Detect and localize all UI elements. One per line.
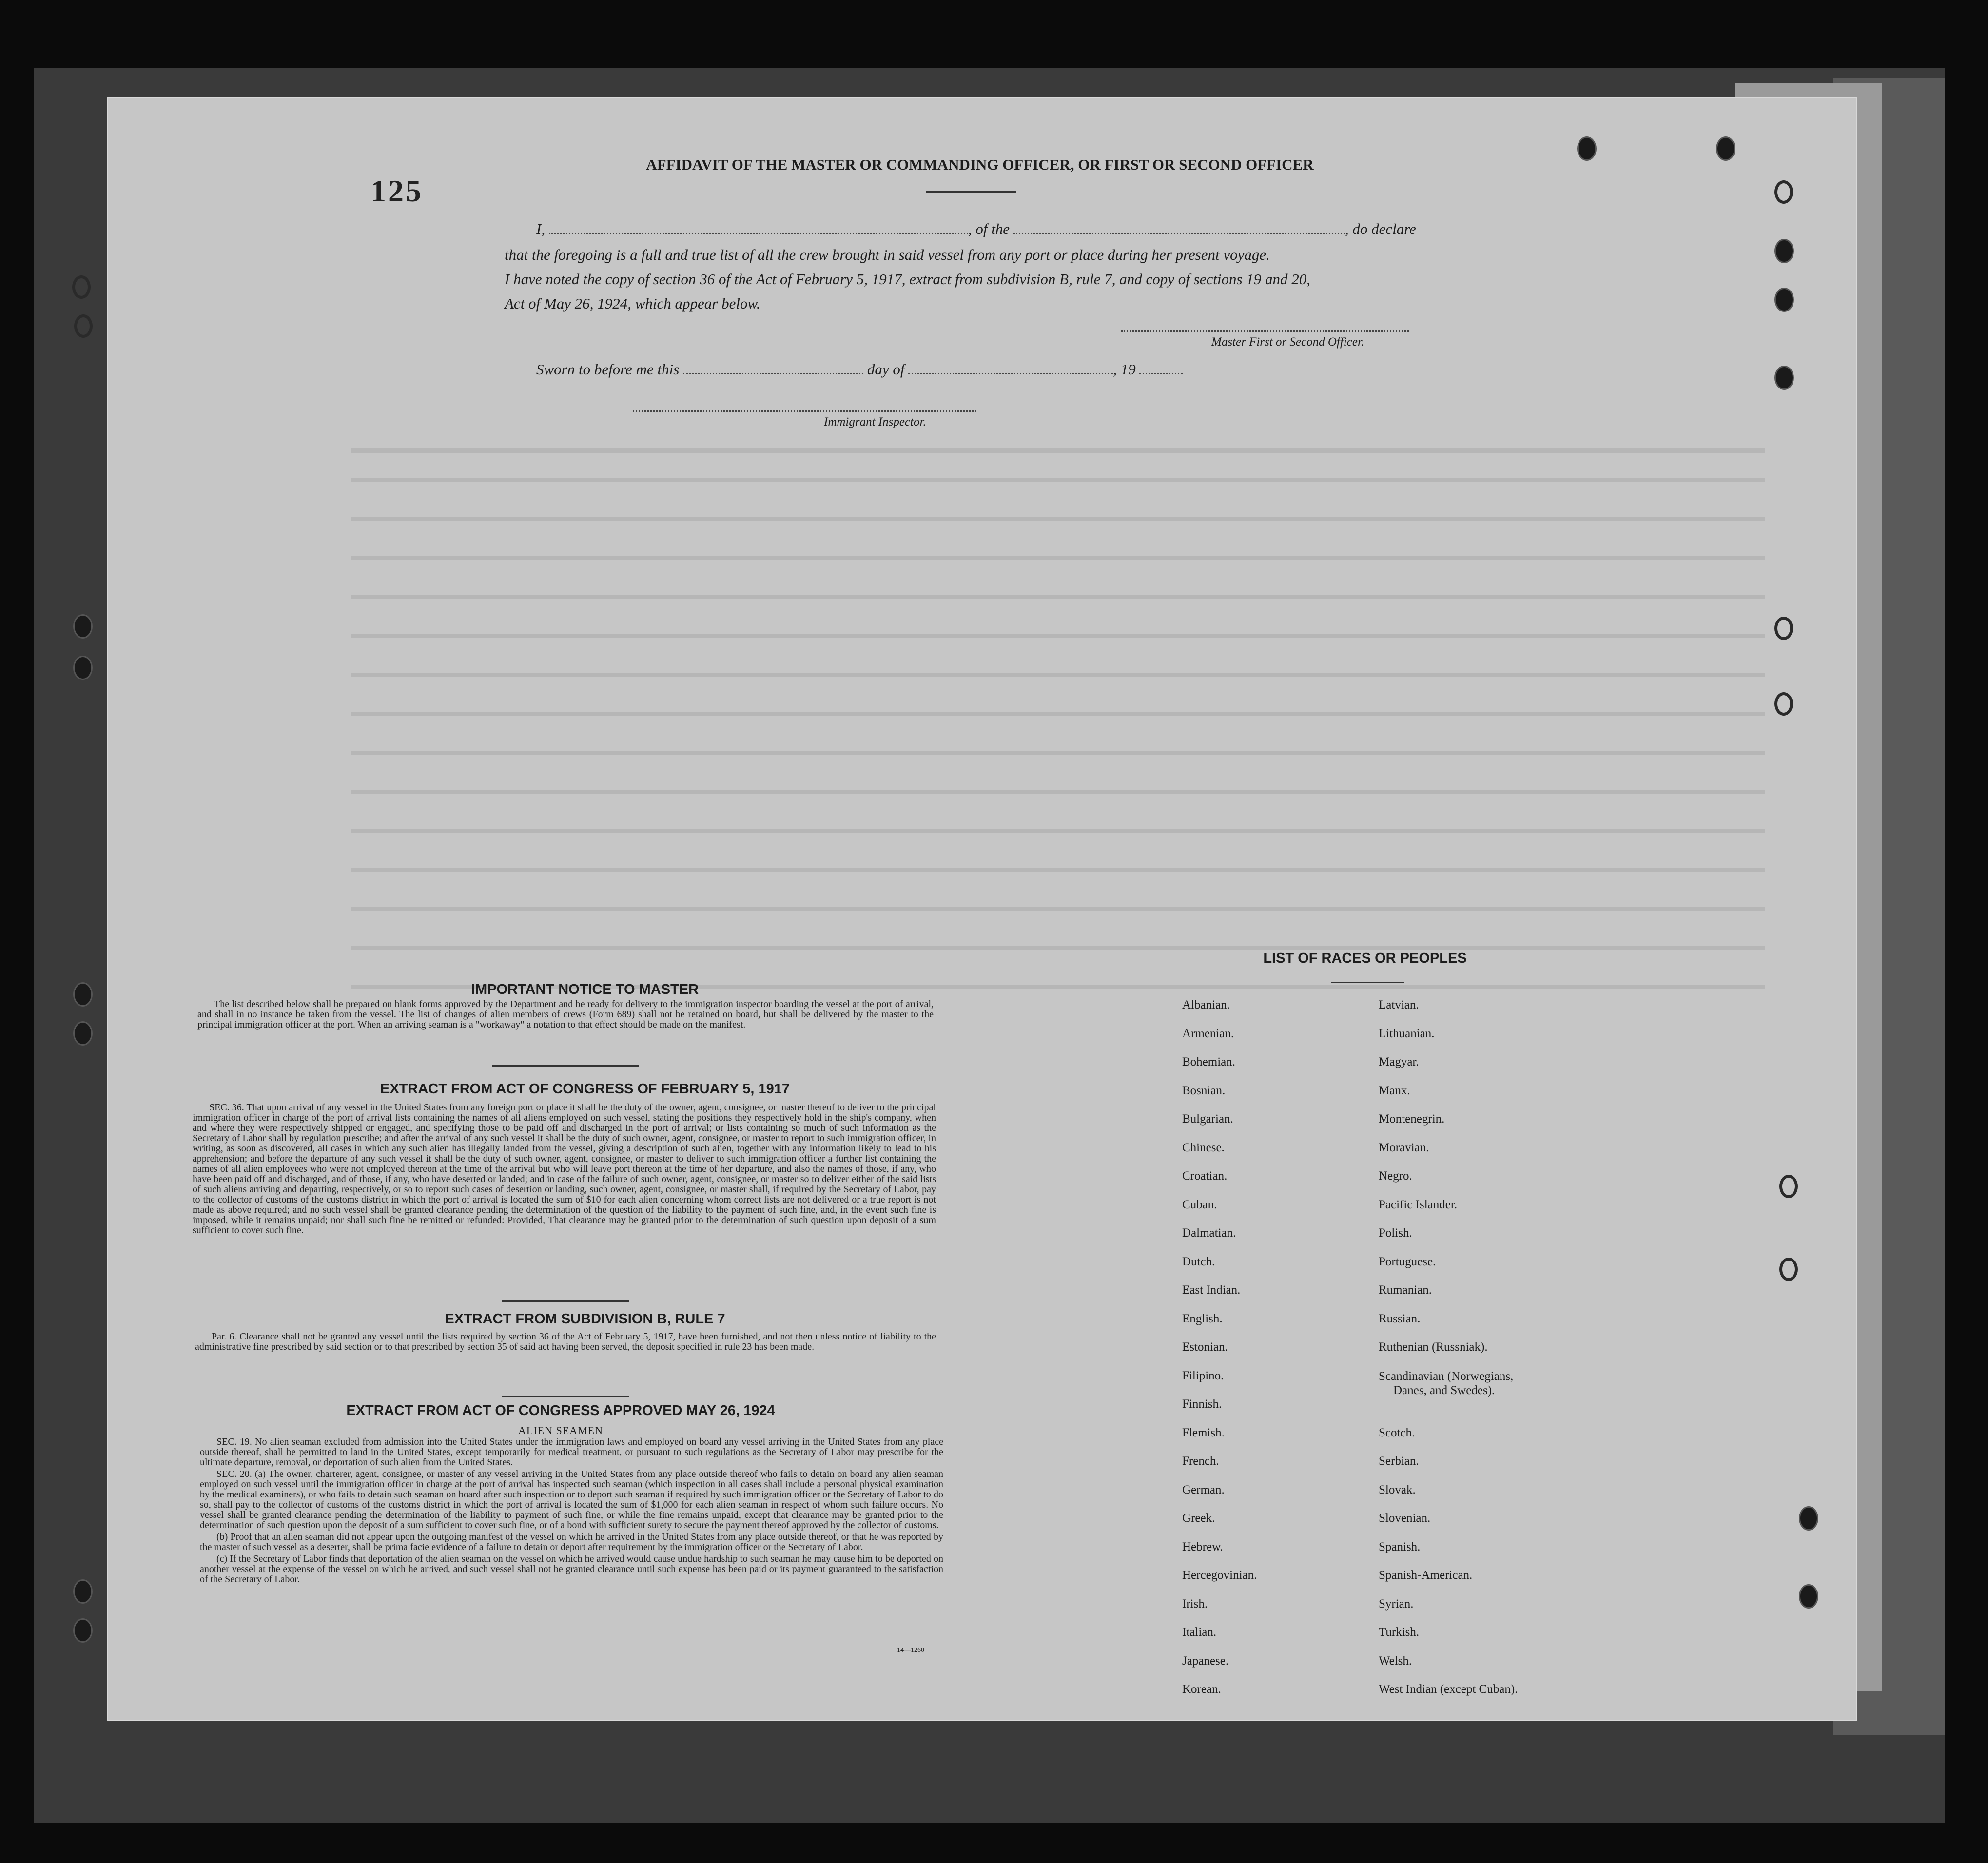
race-item: Russian.: [1379, 1312, 1421, 1325]
punch-hole-right-icon: [1779, 1258, 1798, 1281]
form-code: 14—1260: [897, 1647, 924, 1654]
extract-1917-title: EXTRACT FROM ACT OF CONGRESS OF FEBRUARY 5, 1917: [380, 1081, 790, 1097]
punch-hole-left-icon: [72, 275, 91, 299]
sec-19-paragraph: SEC. 19. No alien seaman excluded from admission into the United States under the immigration laws and employed on board any vessel arriving in the United States from any place outside thereof, shall be permitted to land in the United States, except temporarily for medical treatment, or pursuant to such regulations as the Secretary of Labor may prescribe for the ultimate departure, removal, or deportation of such alien from the United States.: [200, 1436, 943, 1468]
race-item: Spanish-American.: [1379, 1569, 1473, 1582]
sworn-line: [536, 361, 1183, 378]
subdivision-b-title: EXTRACT FROM SUBDIVISION B, RULE 7: [445, 1311, 725, 1327]
race-item: Croatian.: [1182, 1169, 1228, 1183]
race-item: Ruthenian (Russniak).: [1379, 1340, 1488, 1354]
notice-title: IMPORTANT NOTICE TO MASTER: [471, 982, 699, 997]
race-item: French.: [1182, 1455, 1219, 1468]
races-title: LIST OF RACES OR PEOPLES: [1263, 951, 1467, 966]
punch-hole-right-icon: [1774, 366, 1794, 390]
punch-hole-right-icon: [1774, 692, 1793, 716]
alien-seamen-subtitle: ALIEN SEAMEN: [518, 1424, 603, 1436]
punch-hole-right-icon: [1779, 1175, 1798, 1198]
sworn-label: Sworn to before me this: [536, 361, 680, 378]
declaration-line-3: I have noted the copy of section 36 of the Act of February 5, 1917, extract from subdivision B, rule 7, and copy of sections 19 and 20,: [505, 271, 1311, 288]
race-item: Syrian.: [1379, 1597, 1414, 1611]
punch-hole-right-icon: [1774, 288, 1794, 312]
punch-hole-right-icon: [1774, 180, 1793, 204]
punch-hole-left-icon: [73, 1618, 93, 1643]
punch-hole-left-icon: [73, 1021, 93, 1046]
sworn-day-field[interactable]: [683, 368, 863, 374]
affidavit-title: AFFIDAVIT OF THE MASTER OR COMMANDING OFFICER, OR FIRST OR SECOND OFFICER: [646, 156, 1314, 173]
year-label: , 19: [1113, 361, 1136, 378]
notice-text: [197, 999, 934, 1031]
race-item: Slovenian.: [1379, 1512, 1431, 1525]
section-rule-3: [502, 1396, 629, 1397]
punch-hole-right-icon: [1799, 1506, 1818, 1531]
punch-hole-left-icon: [73, 656, 93, 680]
declaration-line-2: that the foregoing is a full and true list of all the crew brought in said vessel from any port or place during her present voyage.: [505, 246, 1270, 263]
race-item: Hebrew.: [1182, 1540, 1223, 1553]
race-item: Italian.: [1182, 1626, 1217, 1639]
extract-1924-title: EXTRACT FROM ACT OF CONGRESS APPROVED MAY 26, 1924: [346, 1403, 775, 1418]
race-item: Albanian.: [1182, 998, 1230, 1011]
inspector-label: Immigrant Inspector.: [824, 415, 926, 428]
sec-20c-paragraph: (c) If the Secretary of Labor finds that deportation of the alien seaman on the vessel on which he arrived would cause undue hardship to such seaman he may cause him to be deported on another vessel at the expense of the vessel on which he arrived, and such vessel shall not be granted clearance until such expense has been paid or its payment guaranteed to the satisfaction of the Secretary of Labor.: [200, 1553, 943, 1585]
master-signature-label: Master First or Second Officer.: [1211, 335, 1364, 349]
race-item: Greek.: [1182, 1512, 1215, 1525]
punch-hole-right-icon: [1774, 239, 1794, 263]
race-item: Chinese.: [1182, 1141, 1225, 1154]
race-item: Latvian.: [1379, 998, 1419, 1011]
race-item: Spanish.: [1379, 1540, 1421, 1553]
race-item: English.: [1182, 1312, 1223, 1325]
punch-hole-left-icon: [73, 1579, 93, 1604]
sec-36-paragraph: SEC. 36. That upon arrival of any vessel in the United States from any foreign port or place it shall be the duty of the owner, agent, consignee, or master thereof to deliver to the principal immigration officer in charge of the port of arrival lists containing the names of all aliens employed on such vessel, stating the positions they respectively hold in the ship's company, when and where they were respectively shipped or engaged, and specifying those to be paid off and discharged in the port of arrival; or lists containing so much of such information as the Secretary of Labor shall by regulation prescribe; and after the arrival of any such vessel it shall be the duty of such owner, agent, consignee, or master to report to such immigration officer, in writing, as soon as discovered, all cases in which any such alien has illegally landed from the vessel, giving a description of such alien, together with any information likely to lead to his apprehension; and before the departure of any such vessel it shall be the duty of such owner, agent, consignee, or master to deliver to such immigration officer a further list containing the names of all alien employees who were not employed thereon at the time of the arrival but who will leave port thereon at the time of her departure, and also the names of those, if any, who have been paid off and discharged, and of those, if any, who have deserted or landed; and in case of the failure of such owner, agent, consignee, or master so to deliver either of the said lists of such aliens arriving and departing, respectively, or so to report such cases of desertion or landing, such owner, agent, consignee, or master shall, if required by the Secretary of Labor, pay to the collector of customs of the customs district in which the port of arrival is located the sum of $10 for each alien concerning whom correct lists are not delivered or a true report is not made as above required; and no such vessel shall be granted clearance pending the determination of the question of the liability to the payment of such fine, and, in the event such fine is imposed, while it remains unpaid; nor shall such fine be remitted or refunded: Provided, That clearance may be granted prior to the determination of such question upon deposit of a sum sufficient to cover such fine.: [193, 1102, 936, 1236]
race-item: Dutch.: [1182, 1255, 1215, 1268]
race-item: Flemish.: [1182, 1426, 1225, 1439]
races-right-column: [1379, 998, 1518, 1711]
race-item: Negro.: [1379, 1169, 1412, 1183]
day-of-label: day of: [867, 361, 905, 378]
race-item: Dalmatian.: [1182, 1226, 1236, 1240]
race-item: Bosnian.: [1182, 1084, 1226, 1097]
extract-1924-text: [200, 1437, 943, 1586]
race-item-scandinavian: [1379, 1369, 1518, 1426]
punch-hole-right-icon: [1577, 136, 1597, 161]
extract-1917-text: [193, 1103, 936, 1237]
sec-20b-paragraph: (b) Proof that an alien seaman did not appear upon the outgoing manifest of the vessel on which he arrived in the United States from any place outside thereof, or that he was reported by the master of such vessel as a deserter, shall be prima facie evidence of a failure to detain or deport after requirement by the immigration officer or the Secretary of Labor.: [200, 1532, 943, 1552]
punch-hole-right-icon: [1716, 136, 1735, 161]
race-item: Filipino.: [1182, 1369, 1224, 1382]
master-signature-line[interactable]: [1121, 330, 1409, 332]
page-number: 125: [370, 174, 423, 208]
race-item: Cuban.: [1182, 1198, 1217, 1211]
race-item: Scotch.: [1379, 1426, 1415, 1439]
race-item: Armenian.: [1182, 1027, 1234, 1040]
race-item: Japanese.: [1182, 1654, 1229, 1668]
race-item: Moravian.: [1379, 1141, 1429, 1154]
of-the-label: , of the: [968, 220, 1010, 237]
inspector-signature-line[interactable]: [633, 410, 976, 412]
declaration-line-4: Act of May 26, 1924, which appear below.: [505, 295, 760, 312]
race-item: Polish.: [1379, 1226, 1412, 1240]
race-item: Serbian.: [1379, 1455, 1419, 1468]
i-label: I,: [536, 220, 546, 237]
section-rule-1: [492, 1065, 639, 1067]
subdivision-b-text: [195, 1332, 936, 1354]
declaration-line-1: [536, 220, 1416, 238]
punch-hole-left-icon: [74, 314, 93, 338]
race-item: Hercegovinian.: [1182, 1569, 1257, 1582]
race-item: Turkish.: [1379, 1626, 1420, 1639]
sec-20a-paragraph: SEC. 20. (a) The owner, charterer, agent, consignee, or master of any vessel arriving in the United States from any place outside thereof who fails to detain on board any alien seaman employed on such vessel until the immigration officer in charge at the port of arrival has inspected such seaman (which inspection in all cases shall include a personal physical examination by the medical examiners), or who fails to detain such seaman on board after such inspection or to deport such seaman if required by such immigration officer or the Secretary of Labor to do so, shall pay to the collector of customs of the customs district in which the port of arrival is located the sum of $1,000 for each alien seaman in respect of whom such failure occurs. No vessel shall be granted clearance pending the determination of the liability to payment of such fine, or while the fine remains unpaid, except that clearance may be granted prior to the determination of such question upon the deposit of a sum sufficient to cover such fine, or of a bond with sufficient surety to secure the payment thereof approved by the collector of customs.: [200, 1469, 943, 1531]
race-item: Estonian.: [1182, 1340, 1228, 1354]
race-item: Rumanian.: [1379, 1283, 1432, 1297]
race-item: Montenegrin.: [1379, 1112, 1445, 1126]
races-left-column: [1182, 998, 1257, 1711]
race-item: Korean.: [1182, 1683, 1221, 1696]
race-item-line: Scandinavian (Norwegians,: [1379, 1369, 1514, 1383]
race-item: Magyar.: [1379, 1055, 1419, 1068]
race-item: Slovak.: [1379, 1483, 1416, 1496]
race-item: East Indian.: [1182, 1283, 1241, 1297]
race-item: Lithuanian.: [1379, 1027, 1435, 1040]
sworn-month-field[interactable]: [908, 368, 1113, 374]
notice-paragraph: The list described below shall be prepared on blank forms approved by the Department and be ready for delivery to the immigration inspector boarding the vessel at the port of arrival, and shall in no instance be taken from the vessel. The list of changes of alien members of crews (Form 689) shall not be retained on board, but shall be delivered by the master to the principal immigration officer at the port. When an arriving seaman is a "workaway" a notation to that effect should be made on the manifest.: [197, 999, 934, 1030]
punch-hole-left-icon: [73, 982, 93, 1007]
race-item: Irish.: [1182, 1597, 1208, 1611]
section-rule-2: [502, 1300, 629, 1302]
race-item: Bulgarian.: [1182, 1112, 1233, 1126]
punch-hole-right-icon: [1799, 1584, 1818, 1609]
vessel-name-field[interactable]: [1013, 228, 1345, 234]
race-item: Pacific Islander.: [1379, 1198, 1458, 1211]
race-item: German.: [1182, 1483, 1225, 1496]
races-title-rule: [1331, 982, 1404, 983]
race-item-line: Danes, and Swedes).: [1393, 1383, 1495, 1397]
sworn-year-field[interactable]: [1139, 368, 1183, 374]
race-item: Bohemian.: [1182, 1055, 1236, 1068]
race-item: Finnish.: [1182, 1397, 1222, 1411]
master-name-field[interactable]: [549, 228, 968, 234]
race-item: Portuguese.: [1379, 1255, 1436, 1268]
do-declare-label: , do declare: [1345, 220, 1416, 237]
par-6-paragraph: Par. 6. Clearance shall not be granted any vessel until the lists required by section 36 of the Act of February 5, 1917, have been furnished, and not then unless notice of liability to the administrative fine prescribed by said section or to that prescribed by section 35 of said act having been served, the deposit specified in rule 23 has been made.: [195, 1331, 936, 1352]
race-item: Welsh.: [1379, 1654, 1412, 1668]
affidavit-title-rule: [926, 191, 1016, 193]
race-item: Manx.: [1379, 1084, 1410, 1097]
punch-hole-left-icon: [73, 614, 93, 639]
race-item: West Indian (except Cuban).: [1379, 1683, 1518, 1696]
punch-hole-right-icon: [1774, 617, 1793, 640]
